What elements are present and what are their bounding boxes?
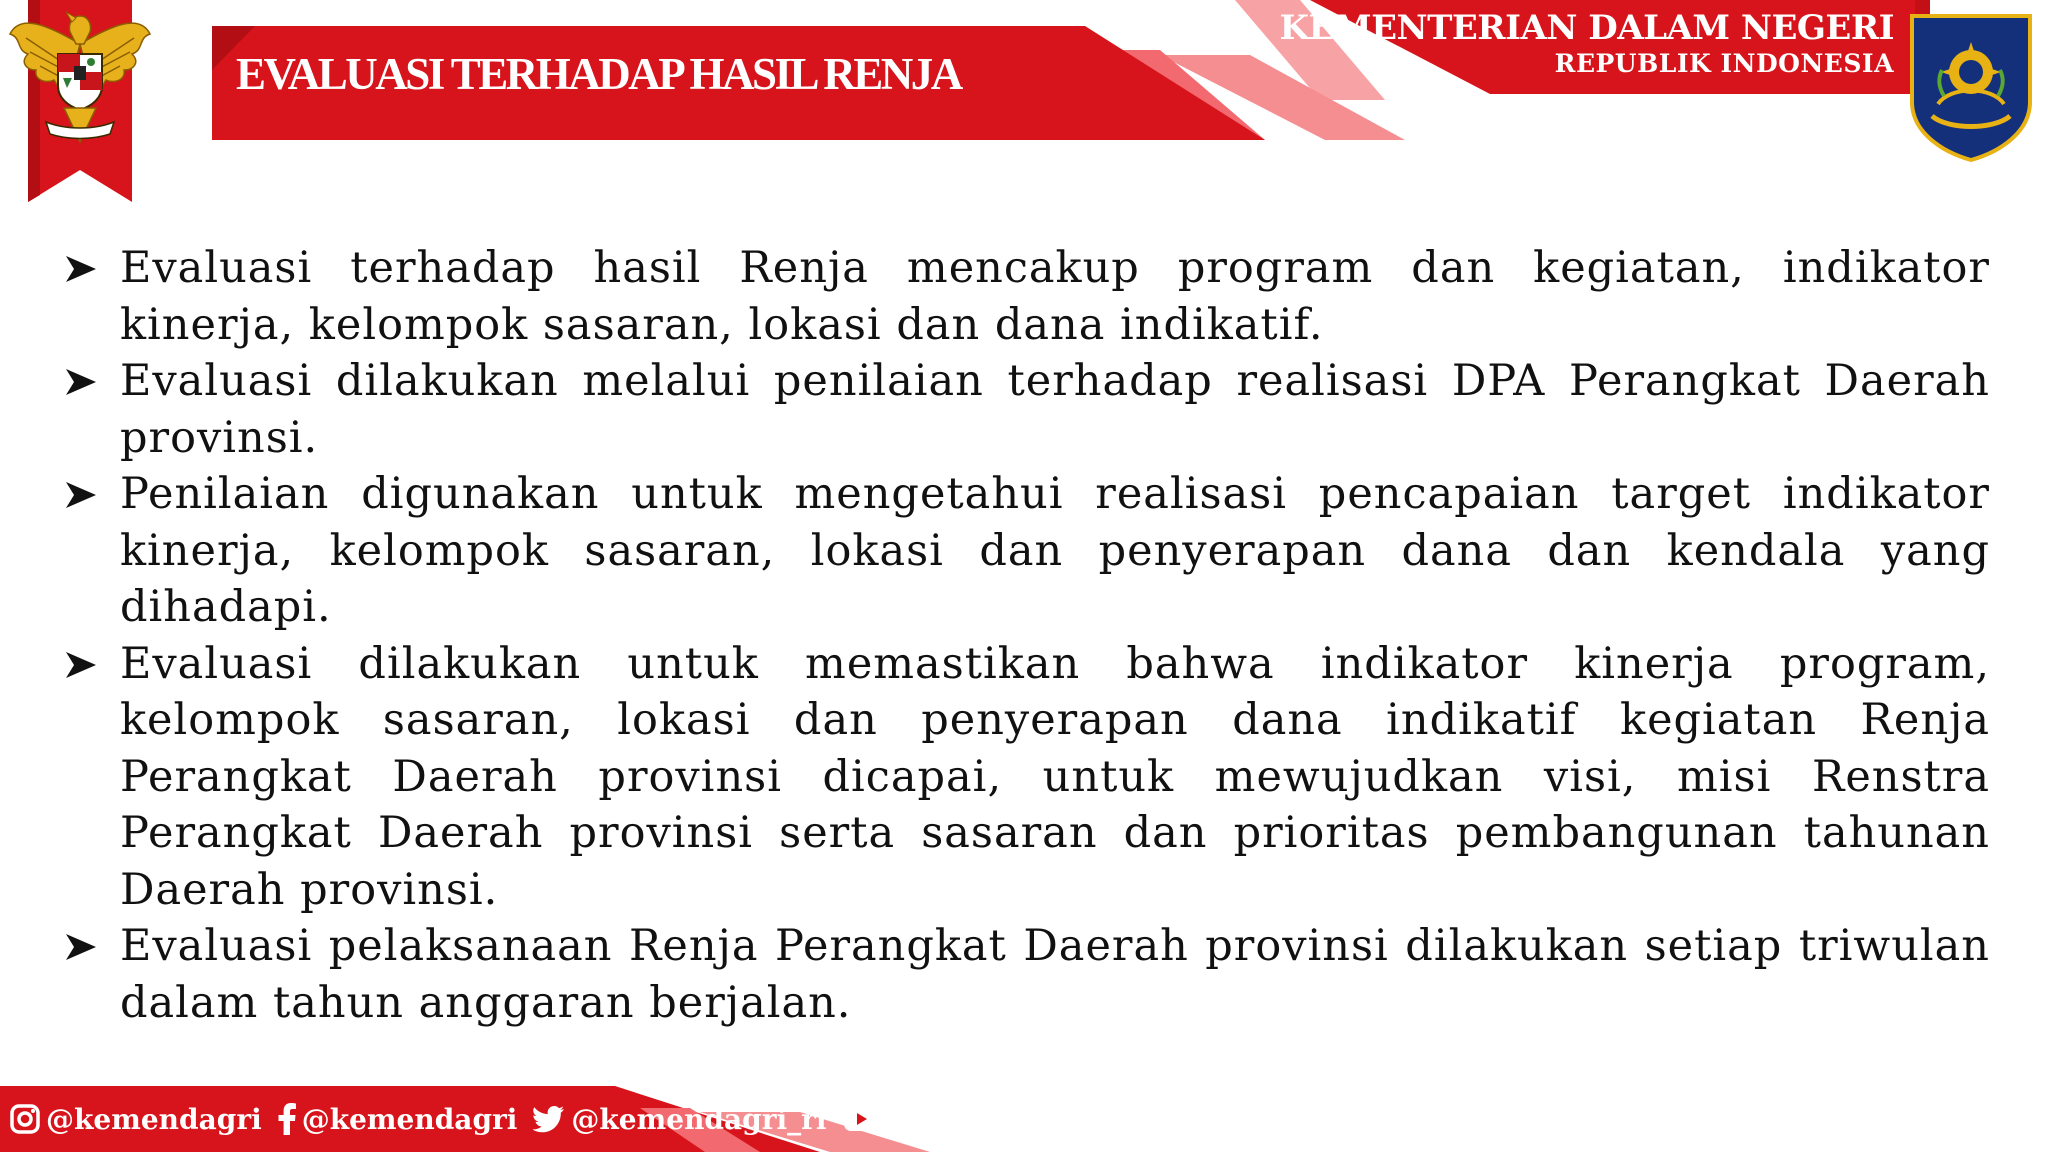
facebook-icon[interactable]	[278, 1103, 296, 1135]
page-title: EVALUASI TERHADAP HASIL RENJA	[236, 49, 961, 99]
instagram-icon[interactable]	[10, 1104, 40, 1134]
garuda-pancasila-emblem	[6, 4, 154, 154]
arrowhead-bullet-icon	[64, 480, 98, 510]
evaluation-point	[60, 466, 1990, 636]
youtube-icon[interactable]	[843, 1106, 879, 1132]
evaluation-point-text: Evaluasi terhadap hasil Renja mencakup program dan kegiatan, indikator kinerja, kelompok sasaran, lokasi dan dana indikatif.	[120, 243, 1990, 350]
ministry-name-line2: REPUBLIK INDONESIA	[1554, 49, 1894, 78]
arrowhead-bullet-icon	[64, 254, 98, 284]
evaluation-point	[60, 918, 1990, 1031]
arrowhead-bullet-icon	[64, 367, 98, 397]
evaluation-point-text: Evaluasi dilakukan untuk memastikan bahwa indikator kinerja program, kelompok sasaran, lokasi dan penyerapan dana indikatif kegiatan Renja Perangkat Daerah provinsi dicapai, untuk mewujudkan visi, misi Renstra Perangkat Daerah provinsi serta sasaran dan prioritas pembangunan tahunan Daerah provinsi.	[120, 638, 1990, 915]
ministry-name	[1280, 6, 1895, 78]
evaluation-point	[60, 636, 1990, 919]
kemendagri-emblem	[1908, 12, 2034, 162]
arrowhead-bullet-icon	[64, 650, 98, 680]
arrowhead-bullet-icon	[64, 932, 98, 962]
evaluation-point-text: Evaluasi pelaksanaan Renja Perangkat Daerah provinsi dilakukan setiap triwulan dalam tahun anggaran berjalan.	[120, 921, 1990, 1028]
ministry-name-line1: KEMENTERIAN DALAM NEGERI	[1279, 8, 1894, 48]
facebook-handle[interactable]: @kemendagri	[301, 1102, 518, 1136]
social-media-bar	[10, 1098, 879, 1140]
evaluation-point-text: Penilaian digunakan untuk mengetahui realisasi pencapaian target indikator kinerja, kelompok sasaran, lokasi dan penyerapan dana dan kendala yang dihadapi.	[120, 469, 1990, 632]
twitter-icon[interactable]	[533, 1105, 565, 1133]
evaluation-point	[60, 240, 1990, 353]
instagram-handle[interactable]: @kemendagri	[46, 1102, 262, 1136]
twitter-handle[interactable]: @kemendagri_ri	[571, 1102, 827, 1136]
evaluation-point	[60, 353, 1990, 466]
evaluation-point-list	[60, 240, 1990, 1031]
evaluation-point-text: Evaluasi dilakukan melalui penilaian terhadap realisasi DPA Perangkat Daerah provinsi.	[120, 356, 1990, 463]
